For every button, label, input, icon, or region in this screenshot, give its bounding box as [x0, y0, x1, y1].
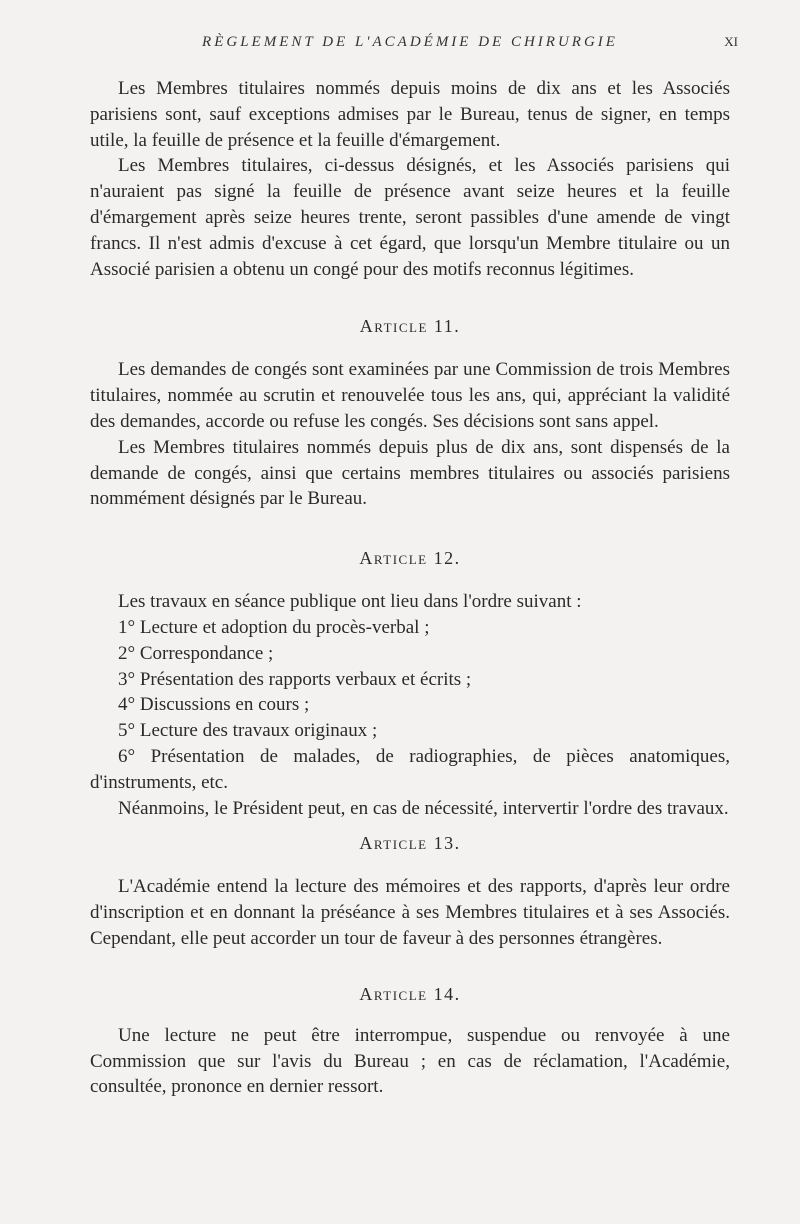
paragraph: Les Membres titulaires nommés depuis plus de dix ans, sont dispensés de la demande de congés, ainsi que certains membres titulaires ou associés parisiens nommément désignés par le Bureau. — [90, 436, 730, 510]
article-12-heading: Article 12. — [359, 548, 461, 569]
article-11-heading: Article 11. — [359, 316, 461, 337]
list-item: 2° Correspondance ; — [118, 642, 274, 664]
article-13-body — [90, 874, 730, 951]
paragraph: Les demandes de congés sont examinées par une Commission de trois Membres titulaires, nommée au scrutin et renouvelée tous les ans, qui, appréciant la validité des demandes, accorde ou refuse les congés. Ses décisions sont sans appel. — [90, 359, 730, 432]
article-13-heading: Article 13. — [359, 833, 461, 854]
page — [90, 34, 738, 1100]
article-12-body — [90, 589, 730, 821]
paragraph: Les Membres titulaires, ci-dessus désignés, et les Associés parisiens qui n'auraient pas signé la feuille de présence avant seize heures et la feuille d'émargement après seize heures trente, seront passibles d'une amende de vingt francs. Il n'est admis d'excuse à cet égard, que lorsqu'un Membre titulaire ou un Associé parisien a obtenu un congé pour des motifs reconnus légitimes. — [90, 155, 730, 280]
paragraph: Une lecture ne peut être interrompue, suspendue ou renvoyée à une Commission que sur l'avis du Bureau ; en cas de réclamation, l'Académie, consultée, prononce en dernier ressort. — [90, 1024, 730, 1098]
paragraph: Les Membres titulaires nommés depuis moins de dix ans et les Associés parisiens sont, sauf exceptions admises par le Bureau, tenus de signer, en temps utile, la feuille de présence et la feuille d'émargement. — [90, 78, 730, 151]
article-14-body — [90, 1023, 730, 1100]
paragraph: Néanmoins, le Président peut, en cas de nécessité, intervertir l'ordre des travaux. — [118, 797, 729, 819]
list-item: 6° Présentation de malades, de radiographies, de pièces anatomiques, d'instruments, etc. — [90, 745, 730, 793]
list-item: 3° Présentation des rapports verbaux et écrits ; — [118, 668, 472, 690]
running-title: RÈGLEMENT DE L'ACADÉMIE DE CHIRURGIE — [202, 34, 618, 50]
paragraph: L'Académie entend la lecture des mémoires et des rapports, d'après leur ordre d'inscription et en donnant la préséance à ses Membres titulaires et à ses Associés. Cependant, elle peut accorder un tour de faveur à des personnes étrangères. — [90, 876, 730, 949]
article-11-body — [90, 357, 730, 512]
page-number: XI — [724, 34, 738, 49]
list-item: 5° Lecture des travaux originaux ; — [118, 720, 378, 742]
list-item: 1° Lecture et adoption du procès-verbal ; — [118, 616, 430, 638]
list-item: 4° Discussions en cours ; — [118, 694, 310, 716]
intro-section — [90, 76, 730, 282]
running-header — [90, 34, 738, 58]
article-14-heading: Article 14. — [359, 983, 461, 1004]
paragraph: Les travaux en séance publique ont lieu dans l'ordre suivant : — [118, 591, 582, 613]
